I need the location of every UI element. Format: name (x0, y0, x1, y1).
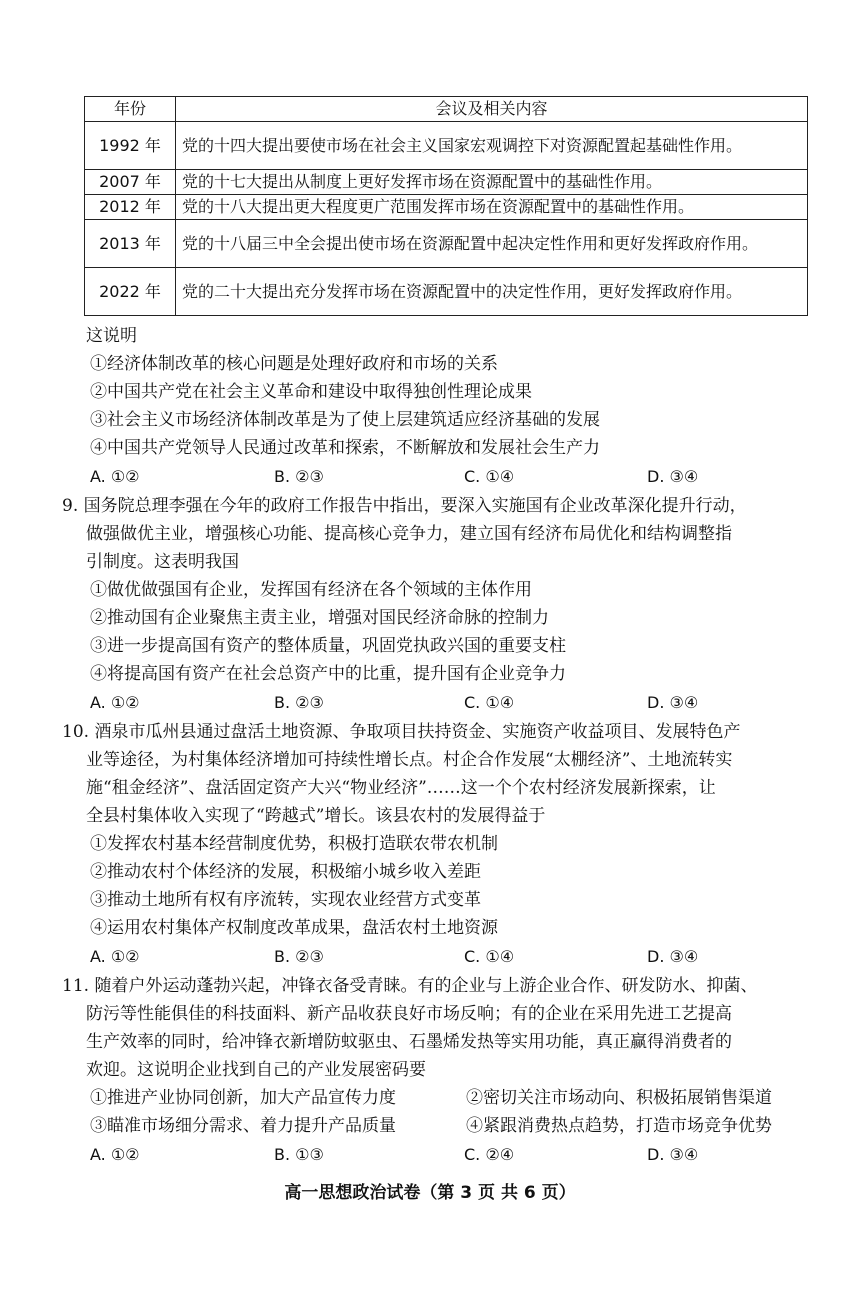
q9-item-2: ②推动国有企业聚焦主责主业，增强对国民经济命脉的控制力 (90, 608, 549, 628)
row-year: 1992 年 (85, 122, 176, 170)
q8-item-1: ①经济体制改革的核心问题是处理好政府和市场的关系 (90, 354, 498, 374)
q10-option-a[interactable]: A. ①② (90, 947, 140, 966)
q11-stem-1: 11. 随着户外运动蓬勃兴起，冲锋衣备受青睐。有的企业与上游企业合作、研发防水、抑菌、 (62, 976, 758, 996)
q11-options (62, 1140, 822, 1170)
q11-option-c[interactable]: C. ②④ (464, 1145, 515, 1164)
q9-item-4: ④将提高国有资产在社会总资产中的比重，提升国有企业竞争力 (90, 664, 566, 684)
q8-item-4: ④中国共产党领导人民通过改革和探索，不断解放和发展社会生产力 (90, 438, 600, 458)
q9-item-3: ③进一步提高国有资产的整体质量，巩固党执政兴国的重要支柱 (90, 636, 566, 656)
table-row (85, 170, 808, 195)
row-content: 党的二十大提出充分发挥市场在资源配置中的决定性作用，更好发挥政府作用。 (176, 268, 808, 316)
q8-option-a[interactable]: A. ①② (90, 467, 140, 486)
q10-item-1: ①发挥农村基本经营制度优势，积极打造联农带农机制 (90, 834, 498, 854)
q10-option-b[interactable]: B. ②③ (274, 947, 324, 966)
q9-option-c[interactable]: C. ①④ (464, 693, 515, 712)
q10-item-4: ④运用农村集体产权制度改革成果，盘活农村土地资源 (90, 918, 498, 938)
q11-items-row-1 (62, 1084, 822, 1112)
q8-lead: 这说明 (86, 326, 137, 346)
q10-stem-4: 全县村集体收入实现了“跨越式”增长。该县农村的发展得益于 (86, 806, 546, 826)
table-row (85, 122, 808, 170)
q10-options (62, 942, 822, 972)
table-row (85, 268, 808, 316)
q11-option-a[interactable]: A. ①② (90, 1145, 140, 1164)
q8-options (62, 462, 822, 492)
row-year: 2022 年 (85, 268, 176, 316)
row-year: 2007 年 (85, 170, 176, 195)
q11-stem-4: 欢迎。这说明企业找到自己的产业发展密码要 (86, 1060, 426, 1080)
q8-option-b[interactable]: B. ②③ (274, 467, 324, 486)
q11-item-1: ①推进产业协同创新，加大产品宣传力度 (90, 1088, 396, 1108)
question-text (62, 322, 822, 1170)
q10-stem-2: 业等途径，为村集体经济增加可持续性增长点。村企合作发展“太棚经济”、土地流转实 (86, 750, 733, 770)
row-content: 党的十八大提出更大程度更广范围发挥市场在资源配置中的基础性作用。 (176, 195, 808, 220)
q11-item-2: ②密切关注市场动向、积极拓展销售渠道 (466, 1088, 772, 1108)
row-content: 党的十四大提出要使市场在社会主义国家宏观调控下对资源配置起基础性作用。 (176, 122, 808, 170)
q9-item-1: ①做优做强国有企业，发挥国有经济在各个领域的主体作用 (90, 580, 532, 600)
row-content: 党的十七大提出从制度上更好发挥市场在资源配置中的基础性作用。 (176, 170, 808, 195)
q11-option-b[interactable]: B. ①③ (274, 1145, 324, 1164)
table-row (85, 220, 808, 268)
q11-stem-3: 生产效率的同时，给冲锋衣新增防蚊驱虫、石墨烯发热等实用功能，真正赢得消费者的 (86, 1032, 732, 1052)
q9-stem-3: 引制度。这表明我国 (86, 552, 239, 572)
row-year: 2012 年 (85, 195, 176, 220)
q11-stem-2: 防污等性能俱佳的科技面料、新产品收获良好市场反响；有的企业在采用先进工艺提高 (86, 1004, 732, 1024)
table-row (85, 195, 808, 220)
header-year: 年份 (85, 97, 176, 122)
q10-option-d[interactable]: D. ③④ (647, 947, 699, 966)
page-footer: 高一思想政治试卷（第 3 页 共 6 页） (284, 1183, 576, 1203)
meeting-table (84, 96, 808, 316)
q9-option-d[interactable]: D. ③④ (647, 693, 699, 712)
q11-items-row-2 (62, 1112, 822, 1140)
q8-item-2: ②中国共产党在社会主义革命和建设中取得独创性理论成果 (90, 382, 532, 402)
q8-item-3: ③社会主义市场经济体制改革是为了使上层建筑适应经济基础的发展 (90, 410, 600, 430)
row-year: 2013 年 (85, 220, 176, 268)
q10-stem-3: 施“租金经济”、盘活固定资产大兴“物业经济”……这一个个农村经济发展新探索，让 (86, 778, 716, 798)
q9-stem-2: 做强做优主业，增强核心功能、提高核心竞争力，建立国有经济布局优化和结构调整指 (86, 524, 732, 544)
q11-item-4: ④紧跟消费热点趋势，打造市场竞争优势 (466, 1116, 772, 1136)
header-content: 会议及相关内容 (176, 97, 808, 122)
q10-item-3: ③推动土地所有权有序流转，实现农业经营方式变革 (90, 890, 481, 910)
q11-option-d[interactable]: D. ③④ (647, 1145, 699, 1164)
q11-item-3: ③瞄准市场细分需求、着力提升产品质量 (90, 1116, 396, 1136)
row-content: 党的十八届三中全会提出使市场在资源配置中起决定性作用和更好发挥政府作用。 (176, 220, 808, 268)
q10-option-c[interactable]: C. ①④ (464, 947, 515, 966)
q9-option-b[interactable]: B. ②③ (274, 693, 324, 712)
q8-option-d[interactable]: D. ③④ (647, 467, 699, 486)
q10-item-2: ②推动农村个体经济的发展，积极缩小城乡收入差距 (90, 862, 481, 882)
q9-stem-1: 9. 国务院总理李强在今年的政府工作报告中指出，要深入实施国有企业改革深化提升行动， (62, 496, 747, 516)
q9-options (62, 688, 822, 718)
q10-stem-1: 10. 酒泉市瓜州县通过盘活土地资源、争取项目扶持资金、实施资产收益项目、发展特色产 (62, 722, 741, 742)
q9-option-a[interactable]: A. ①② (90, 693, 140, 712)
q8-option-c[interactable]: C. ①④ (464, 467, 515, 486)
table-header-row (85, 97, 808, 122)
